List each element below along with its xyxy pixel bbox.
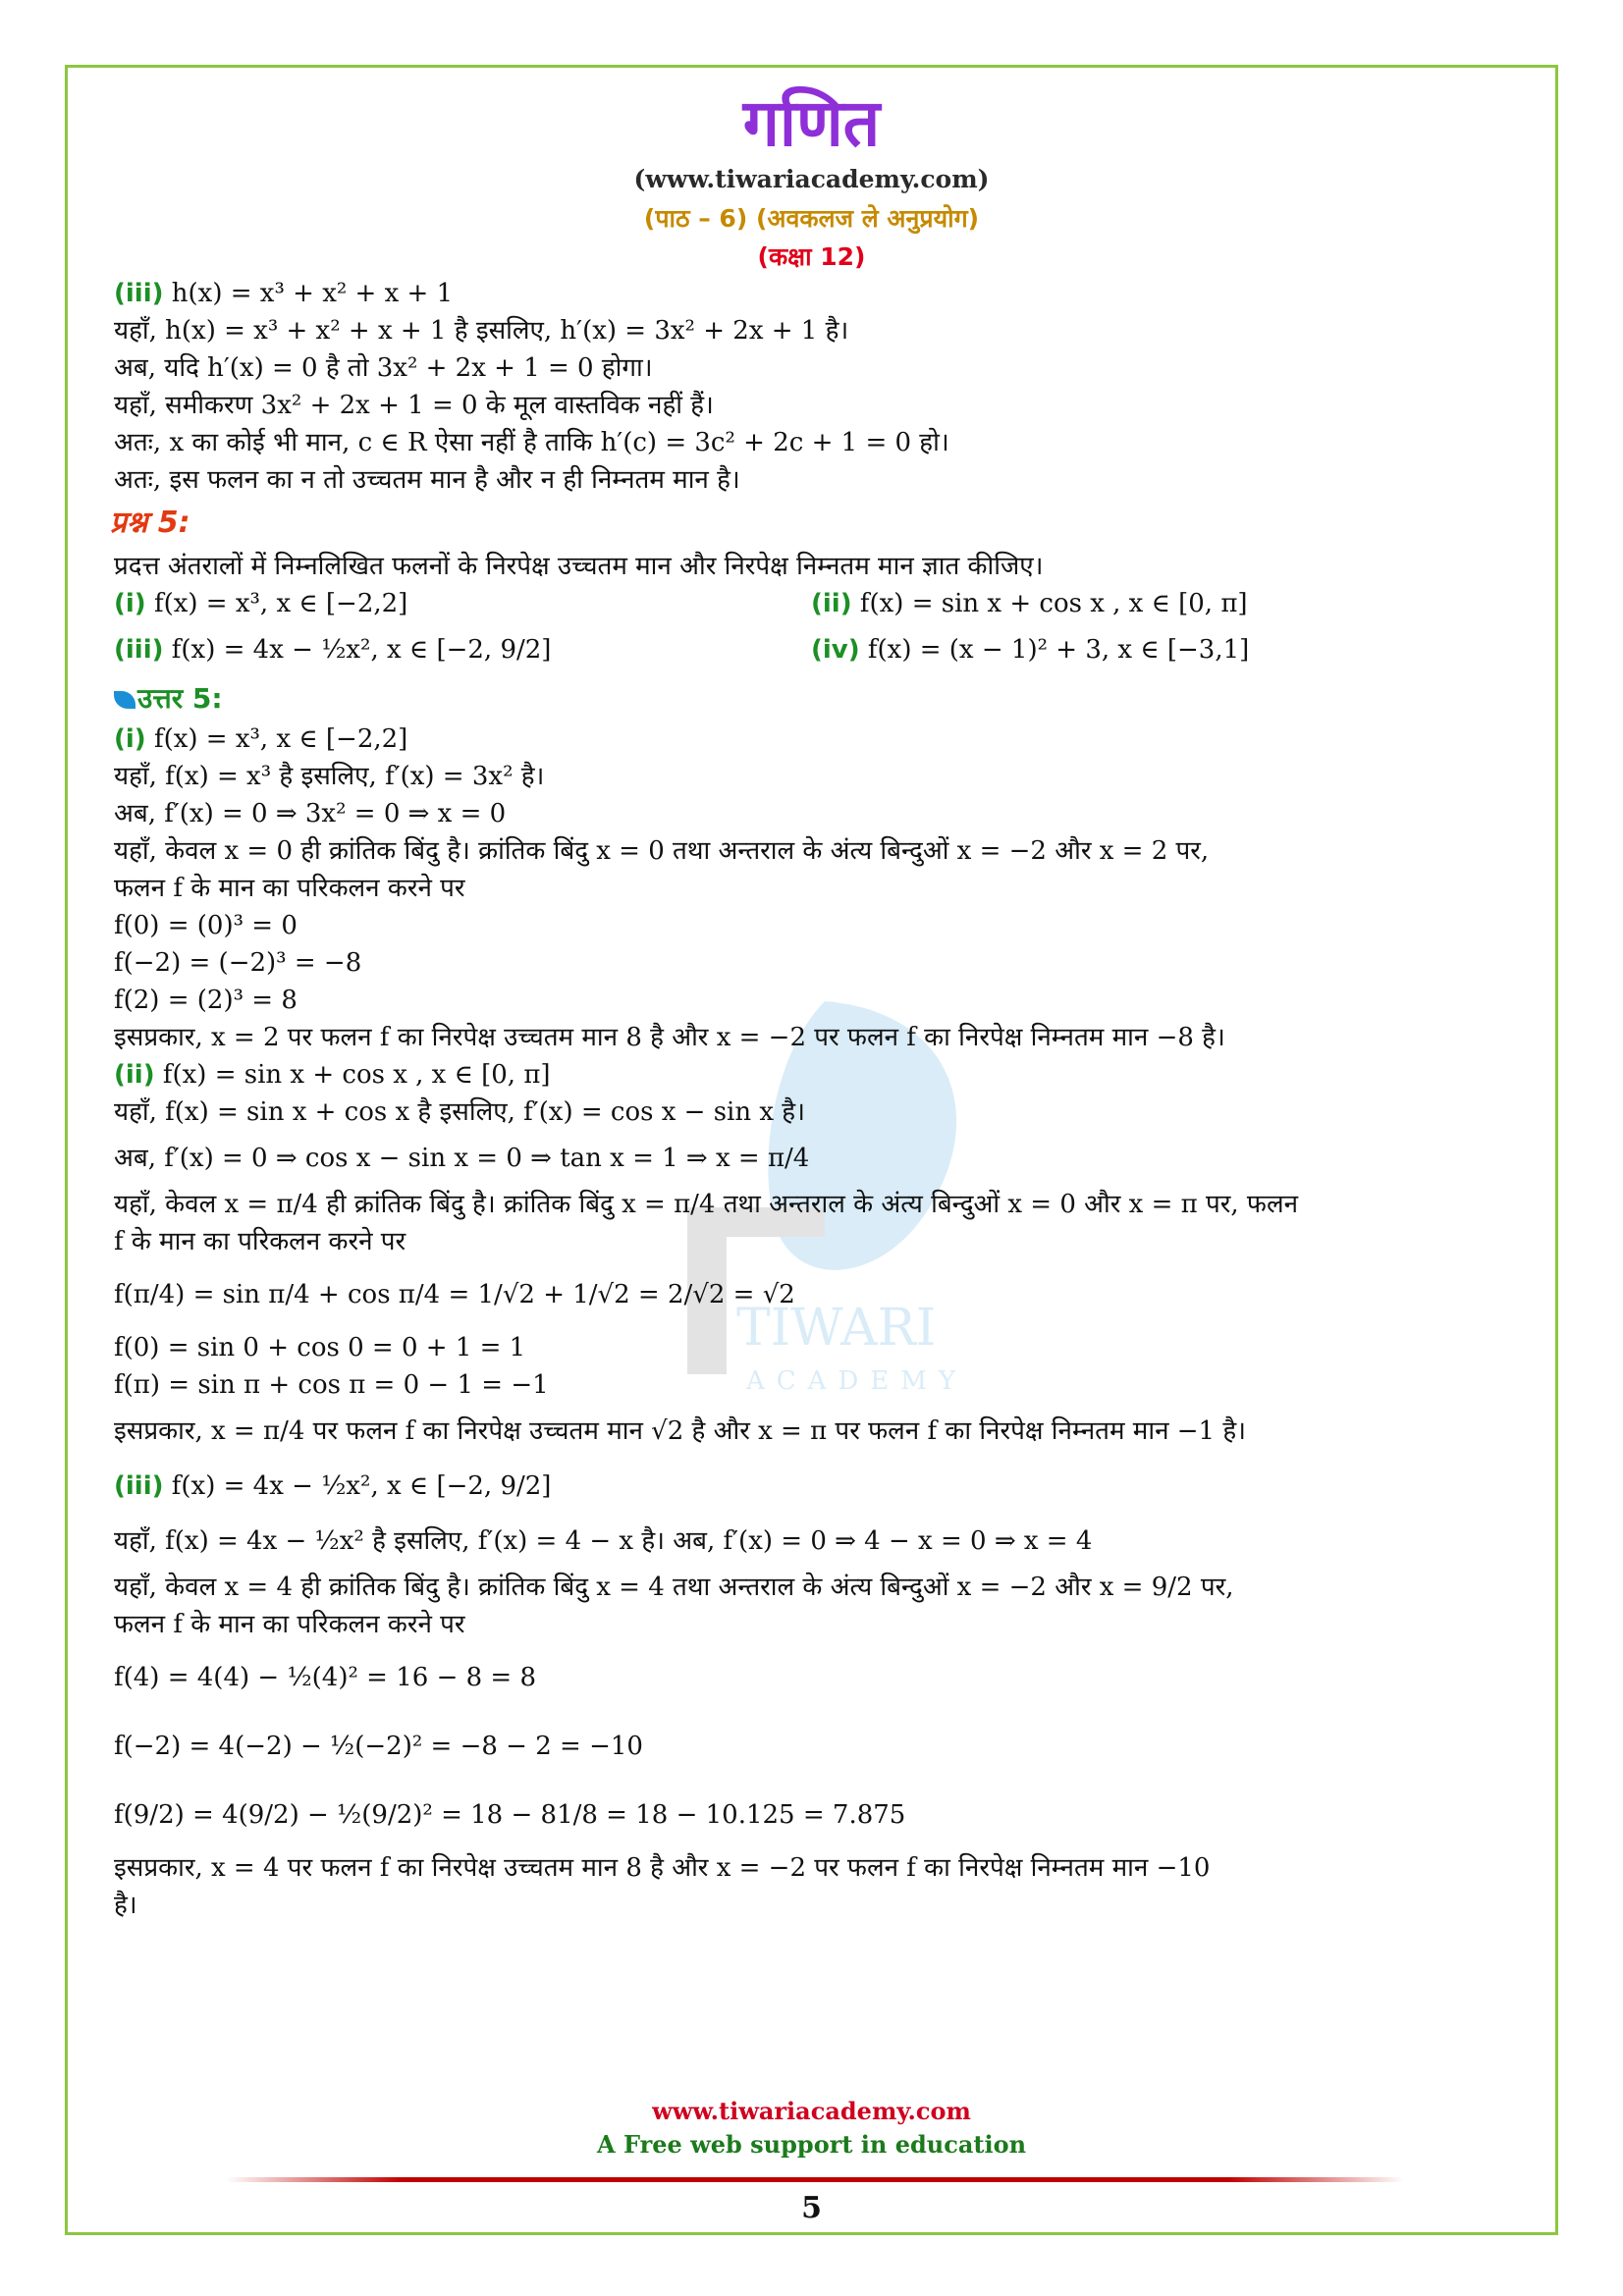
line-text: फलन f के मान का परिकलन करने पर [114,1610,465,1639]
question-part-iii: (iii) f(x) = 4x − ½x², x ∈ [−2, 9/2] [114,635,552,665]
footer-url: www.tiwariacademy.com [652,2097,971,2125]
line-text: अब, f′(x) = 0 ⇒ 3x² = 0 ⇒ x = 0 [114,799,507,828]
question-heading: प्रश्न 5: [110,506,190,540]
line-text: इसप्रकार, x = 2 पर फलन f का निरपेक्ष उच्चतम मान 8 है और x = −2 पर फलन f का निरपेक्ष निम्नतम मान −8 है। [114,1023,1225,1052]
main-content [110,275,1518,1924]
solution-line [114,424,1518,461]
answer-line [114,795,1518,832]
answer-line [114,1404,1518,1459]
line-text: f(0) = (0)³ = 0 [114,911,298,940]
line-text: है। [114,1891,137,1920]
answer-line [114,1459,1518,1514]
part-label: (ii) [114,1060,155,1090]
answer-heading: उत्तर 5: [114,677,1518,721]
line-text: अतः, x का कोई भी मान, c ∈ R ऐसा नहीं है ताकि h′(c) = 3c² + 2c + 1 = 0 हो। [114,428,949,457]
answer-line [114,1329,1518,1366]
solution-line [114,349,1518,387]
line-text: f(x) = x³, x ∈ [−2,2] [145,724,408,754]
line-text: f के मान का परिकलन करने पर [114,1227,406,1256]
line-text: अब, f′(x) = 0 ⇒ cos x − sin x = 0 ⇒ tan x = 1 ⇒ x = π/4 [114,1144,810,1173]
answer-line [114,1514,1518,1569]
question-parts-row-1 [114,585,1518,622]
line-text: f(π) = sin π + cos π = 0 − 1 = −1 [114,1370,549,1400]
previous-answer-block [114,275,1518,499]
question-parts-row-2 [114,622,1518,677]
line-text: f(0) = sin 0 + cos 0 = 0 + 1 = 1 [114,1333,526,1362]
answer-line [114,1366,1518,1404]
page-title: गणित [742,85,881,161]
line-text: इसप्रकार, x = π/4 पर फलन f का निरपेक्ष उच्चतम मान √2 है और x = π पर फलन f का निरपेक्ष निम्नतम मान −1 है। [114,1416,1247,1446]
page-number: 5 [801,2191,822,2225]
answer-line [114,1643,1518,1712]
line-text: f(−2) = (−2)³ = −8 [114,948,362,978]
line-text: अब, यदि h′(x) = 0 है तो 3x² + 2x + 1 = 0 होगा। [114,353,653,383]
footer-divider [226,2177,1404,2182]
answer-line [114,1223,1518,1260]
answer-line [114,870,1518,907]
part-label: (iii) [114,1471,164,1501]
line-text: h(x) = x³ + x² + x + 1 [163,279,454,308]
answer-line [114,832,1518,870]
answer-line [114,982,1518,1019]
answer-line [114,1260,1518,1329]
solution-line [114,275,1518,312]
line-text: यहाँ, f(x) = x³ है इसलिए, f′(x) = 3x² है। [114,762,545,791]
answer-line [114,1712,1518,1781]
question-text: प्रदत्त अंतरालों में निम्नलिखित फलनों के निरपेक्ष उच्चतम मान और निरपेक्ष निम्नतम मान ज्ञात कीजिए। [114,552,1044,581]
chapter-label: (पाठ – 6) (अवकलज ले अनुप्रयोग) [643,204,980,233]
answer-line [114,1056,1518,1094]
solution-line [114,387,1518,424]
line-text: f(−2) = 4(−2) − ½(−2)² = −8 − 2 = −10 [114,1732,643,1761]
question-part-ii: (ii) f(x) = sin x + cos x , x ∈ [0, π] [811,589,1248,618]
header-website: (www.tiwariacademy.com) [633,165,990,193]
line-text: f(π/4) = sin π/4 + cos π/4 = 1/√2 + 1/√2 = 2/√2 = √2 [114,1280,795,1309]
answer-line [114,1849,1518,1887]
leaf-icon [114,691,135,709]
answer-line [114,1131,1518,1186]
answer-line [114,1569,1518,1606]
line-text: f(9/2) = 4(9/2) − ½(9/2)² = 18 − 81/8 = 18 − 10.125 = 7.875 [114,1800,906,1830]
line-text: f(4) = 4(4) − ½(4)² = 16 − 8 = 8 [114,1663,537,1692]
line-text: यहाँ, केवल x = π/4 ही क्रांतिक बिंदु है। क्रांतिक बिंदु x = π/4 तथा अन्तराल के अंत्य बिन्दुओं x = 0 और x = π पर, फलन [114,1190,1299,1219]
watermark-sub: ACADEMY [746,1366,968,1396]
line-text: अतः, इस फलन का न तो उच्चतम मान है और न ही निम्नतम मान है। [114,465,740,495]
line-text: यहाँ, केवल x = 0 ही क्रांतिक बिंदु है। क्रांतिक बिंदु x = 0 तथा अन्तराल के अंत्य बिन्दुओं x = −2 और x = 2 पर, [114,836,1210,866]
part-label: (i) [114,724,146,754]
answer-line [114,1781,1518,1849]
answer-line [114,758,1518,795]
answer-line [114,1094,1518,1131]
answer-line [114,907,1518,944]
answer-block [114,721,1518,1924]
answer-line [114,944,1518,982]
line-text: f(x) = sin x + cos x , x ∈ [0, π] [154,1060,551,1090]
line-text: यहाँ, f(x) = 4x − ½x² है इसलिए, f′(x) = 4 − x है। अब, f′(x) = 0 ⇒ 4 − x = 0 ⇒ x = 4 [114,1526,1093,1556]
solution-line [114,461,1518,499]
class-label: (कक्षा 12) [757,242,866,271]
line-text: यहाँ, f(x) = sin x + cos x है इसलिए, f′(x) = cos x − sin x है। [114,1097,805,1127]
line-text: यहाँ, h(x) = x³ + x² + x + 1 है इसलिए, h′(x) = 3x² + 2x + 1 है। [114,316,849,346]
line-text: इसप्रकार, x = 4 पर फलन f का निरपेक्ष उच्चतम मान 8 है और x = −2 पर फलन f का निरपेक्ष निम्नतम मान −10 [114,1853,1211,1883]
line-text: f(2) = (2)³ = 8 [114,986,298,1015]
answer-line [114,1887,1518,1924]
question-part-i: (i) f(x) = x³, x ∈ [−2,2] [114,589,408,618]
line-text: f(x) = 4x − ½x², x ∈ [−2, 9/2] [163,1471,552,1501]
answer-line [114,1019,1518,1056]
watermark-brand: TIWARI [736,1299,937,1358]
solution-line [114,312,1518,349]
line-text: यहाँ, केवल x = 4 ही क्रांतिक बिंदु है। क्रांतिक बिंदु x = 4 तथा अन्तराल के अंत्य बिन्दुओं x = −2 और x = 9/2 पर, [114,1573,1234,1602]
question-part-iv: (iv) f(x) = (x − 1)² + 3, x ∈ [−3,1] [811,635,1250,665]
part-label: (iii) [114,279,164,308]
answer-line [114,1606,1518,1643]
line-text: फलन f के मान का परिकलन करने पर [114,874,465,903]
line-text: यहाँ, समीकरण 3x² + 2x + 1 = 0 के मूल वास्तविक नहीं हैं। [114,391,714,420]
answer-line [114,1186,1518,1223]
answer-line [114,721,1518,758]
footer-tagline: A Free web support in education [596,2130,1027,2159]
